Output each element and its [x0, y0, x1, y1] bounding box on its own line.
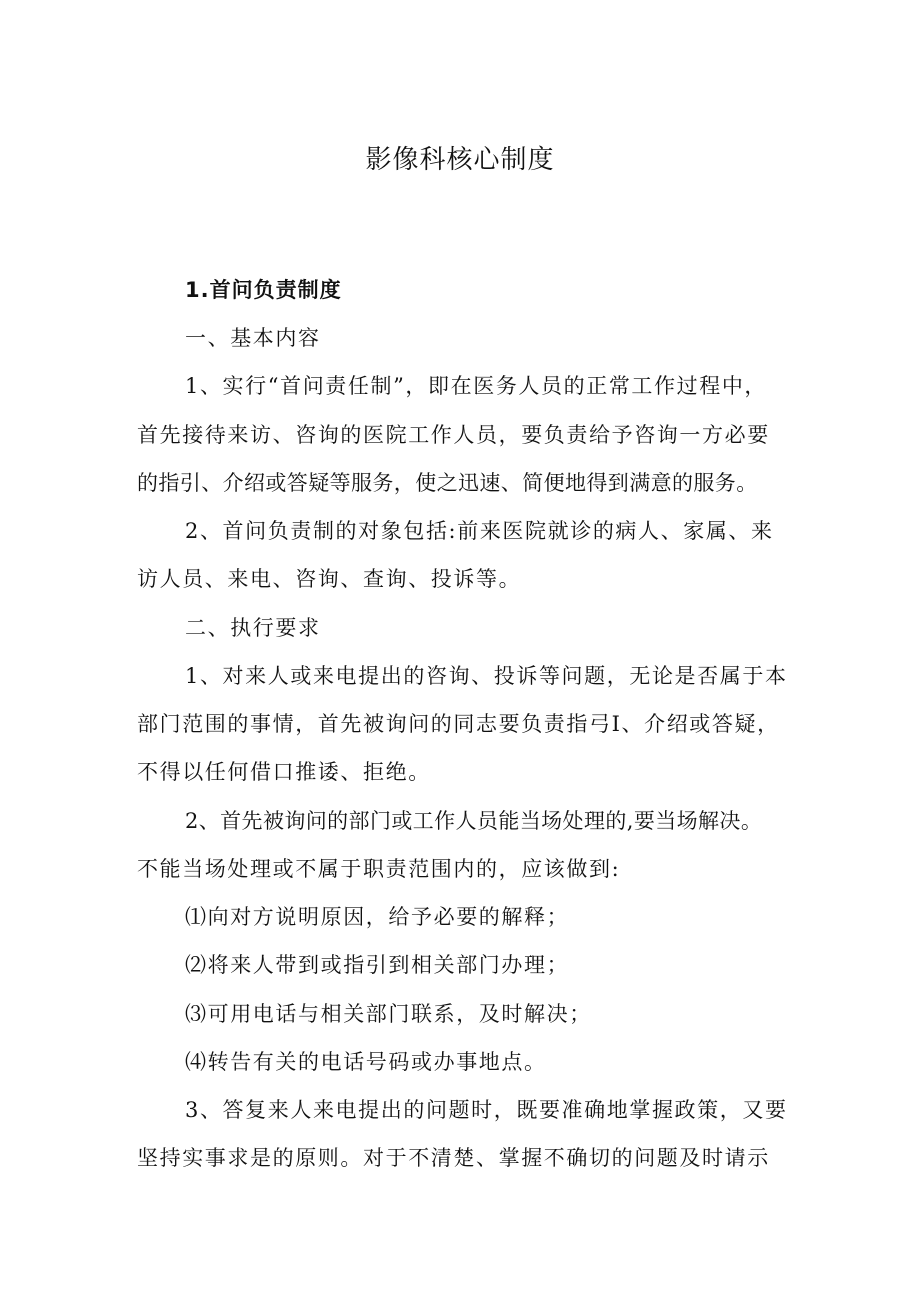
para1-line2: 首先接待来访、咨询的医院工作人员，要负责给予咨询一方必要: [137, 423, 770, 447]
para5-line1: 3、答复来人来电提出的问题时，既要准确地掌握政策，又要: [185, 1098, 788, 1122]
list-item-4: ⑷转告有关的电话号码或办事地点。: [185, 1050, 547, 1074]
para3-line3: 不得以任何借口推诿、拒绝。: [137, 760, 431, 784]
para5-line2: 坚持实事求是的原则。对于不清楚、掌握不确切的问题及时请示: [137, 1146, 770, 1170]
part1-heading: 一、基本内容: [185, 326, 321, 350]
para4-line1: 2、首先被询问的部门或工作人员能当场处理的,要当场解决。: [185, 809, 763, 833]
para2-line2: 访人员、来电、咨询、查询、投诉等。: [137, 567, 522, 591]
para3-line2: 部门范围的事情，首先被询问的同志要负责指弓I、介绍或答疑，: [137, 712, 780, 736]
list-item-3: ⑶可用电话与相关部门联系，及时解决；: [185, 1002, 592, 1026]
para2-line1: 2、首问负责制的对象包括:前来医院就诊的病人、家属、来: [185, 519, 774, 543]
para1-line1: 1、实行“首问责任制”，即在医务人员的正常工作过程中，: [185, 374, 768, 398]
list-item-1: ⑴向对方说明原因，给予必要的解释；: [185, 905, 570, 929]
para3-line1: 1、对来人或来电提出的咨询、投诉等问题，无论是否属于本: [185, 664, 788, 688]
para4-line2: 不能当场处理或不属于职责范围内的，应该做到:: [137, 857, 621, 881]
section-heading: 1.首问负责制度: [185, 278, 342, 302]
list-item-2: ⑵将来人带到或指引到相关部门办理；: [185, 953, 570, 977]
part2-heading: 二、执行要求: [185, 616, 321, 640]
para1-line3: 的指引、介绍或答疑等服务，使之迅速、简便地得到满意的服务。: [137, 471, 758, 495]
document-title: 影像科核心制度: [365, 145, 555, 175]
